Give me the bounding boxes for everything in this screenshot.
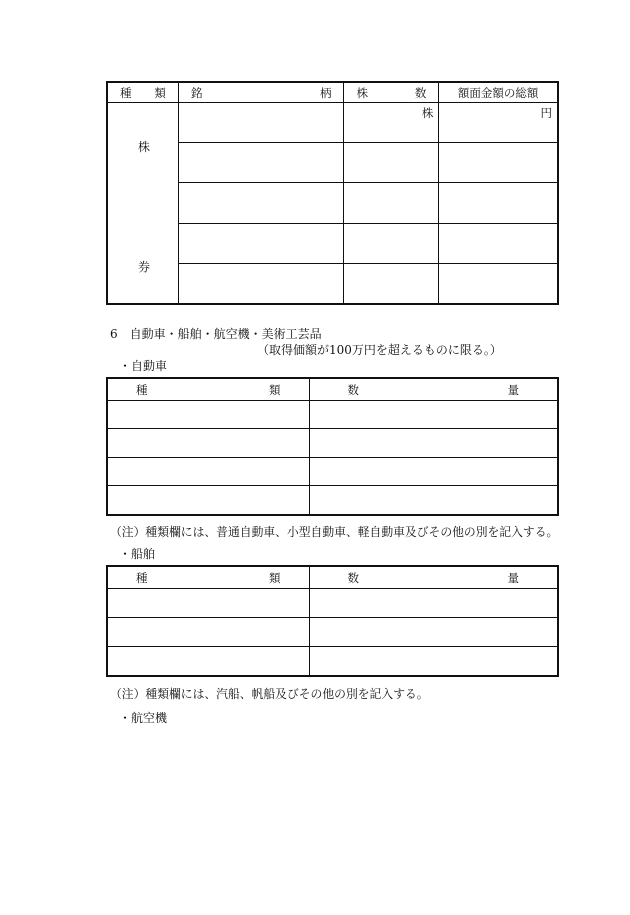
car-table xyxy=(107,378,558,515)
stock-shares-cell[interactable] xyxy=(344,263,439,303)
stock-brand-cell[interactable] xyxy=(178,183,344,223)
car-qty-cell[interactable] xyxy=(309,457,557,485)
stock-type-label-top: 株 xyxy=(138,140,151,155)
face-total-header: 額面金額の総額 xyxy=(439,83,558,103)
ship-qty-cell[interactable] xyxy=(309,647,557,676)
ship-note: （注）種類欄には、汽船、帆船及びその他の別を記入する。 xyxy=(110,687,429,701)
ship-table xyxy=(107,566,558,676)
type-header: 種 類 xyxy=(108,83,179,103)
stock-brand-cell[interactable] xyxy=(178,263,344,303)
ship-type-cell[interactable] xyxy=(108,647,310,676)
car-type-cell[interactable] xyxy=(108,401,310,429)
stock-type-cell xyxy=(108,103,179,304)
stock-table xyxy=(107,82,558,304)
section-6-heading: 6 自動車・船舶・航空機・美術工芸品 xyxy=(110,327,322,341)
shares-header: 株 数 xyxy=(344,83,439,103)
stock-type-label-bottom: 券 xyxy=(138,260,151,275)
ship-qty-cell[interactable] xyxy=(309,618,557,647)
stock-shares-cell[interactable] xyxy=(344,223,439,263)
car-type-cell[interactable] xyxy=(108,429,310,457)
brand-header: 銘 柄 xyxy=(178,83,344,103)
stock-amount-cell[interactable] xyxy=(439,183,558,223)
ship-type-cell[interactable] xyxy=(108,618,310,647)
stock-amount-cell[interactable] xyxy=(439,223,558,263)
stock-amount-cell[interactable] xyxy=(439,263,558,303)
stock-brand-cell[interactable] xyxy=(178,223,344,263)
car-label: ・自動車 xyxy=(119,359,168,373)
stock-amount-cell[interactable]: 円 xyxy=(439,103,558,143)
ship-label: ・船舶 xyxy=(119,547,156,561)
stock-shares-cell[interactable] xyxy=(344,143,439,183)
car-type-cell[interactable] xyxy=(108,485,310,514)
stock-brand-cell[interactable] xyxy=(178,103,344,143)
stock-shares-cell[interactable] xyxy=(344,183,439,223)
stock-brand-cell[interactable] xyxy=(178,143,344,183)
ship-type-cell[interactable] xyxy=(108,589,310,618)
car-qty-cell[interactable] xyxy=(309,401,557,429)
ship-qty-cell[interactable] xyxy=(309,589,557,618)
ship-type-header: 種 類 xyxy=(108,567,310,589)
car-qty-cell[interactable] xyxy=(309,429,557,457)
car-qty-header: 数 量 xyxy=(309,379,557,401)
stock-amount-cell[interactable] xyxy=(439,143,558,183)
car-qty-cell[interactable] xyxy=(309,485,557,514)
section-6-subheading: （取得価額が100万円を超えるものに限る。） xyxy=(257,343,502,357)
car-note: （注）種類欄には、普通自動車、小型自動車、軽自動車及びその他の別を記入する。 xyxy=(110,525,559,539)
aircraft-label: ・航空機 xyxy=(119,711,168,725)
car-type-cell[interactable] xyxy=(108,457,310,485)
stock-shares-cell[interactable]: 株 xyxy=(344,103,439,143)
car-type-header: 種 類 xyxy=(108,379,310,401)
ship-qty-header: 数 量 xyxy=(309,567,557,589)
